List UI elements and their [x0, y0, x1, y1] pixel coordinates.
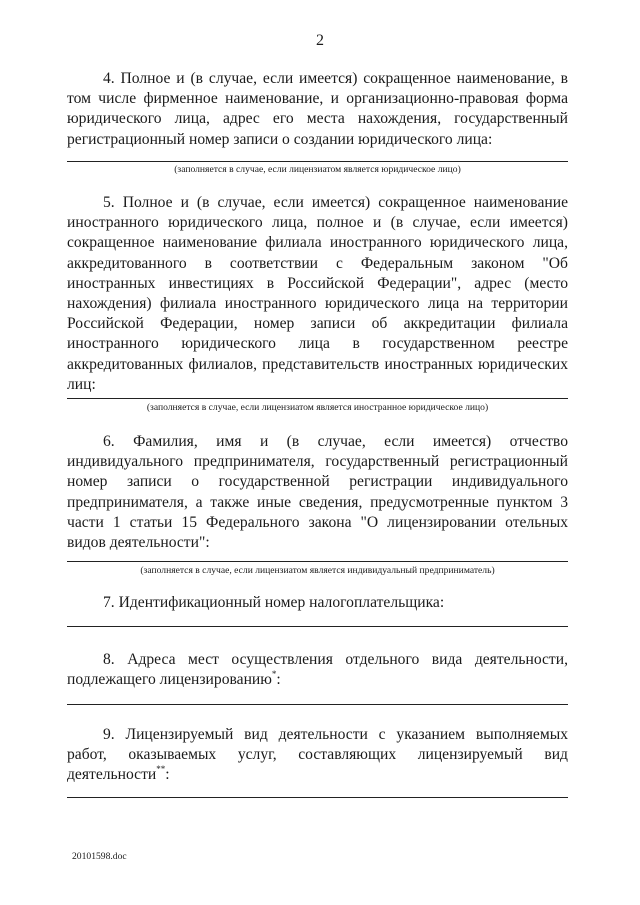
- section-4-hint: (заполняется в случае, если лицензиатом является юридическое лицо): [174, 164, 461, 175]
- section-4-fill-line[interactable]: [67, 161, 568, 162]
- footnote-mark: **: [156, 764, 166, 775]
- section-5-text: 5. Полное и (в случае, если имеется) сокращенное наименование иностранного юридического лица, полное и (в случае, если имеется) сокращенное наименование филиала иностранного юридического лица, аккредитованного в соответствии с Федеральным законом "Об иностранных инвестициях в Российской Федерации", адрес (место нахождения) филиала иностранного юридического лица на территории Российской Федерации, номер записи об аккредитации филиала иностранного юридического лица в государственном реестре аккредитованных филиалов, представительств иностранных юридических лиц:: [67, 194, 568, 393]
- section-6-hint: (заполняется в случае, если лицензиатом является индивидуальный предприниматель): [140, 565, 495, 576]
- document-filename: 20101598.doc: [72, 851, 127, 862]
- section-6-text: 6. Фамилия, имя и (в случае, если имеется) отчество индивидуального предпринимателя, государственный регистрационный номер записи о государственной регистрации индивидуального предпринимателя, а также иные сведения, предусмотренные пунктом 3 части 1 статьи 15 Федерального закона "О лицензировании отельных видов деятельности":: [67, 433, 568, 552]
- footnote-mark: *: [271, 669, 277, 680]
- section-5-fill-line[interactable]: [67, 398, 568, 399]
- section-8-text: 8. Адреса мест осуществления отдельного вида деятельности, подлежащего лицензированию*:: [67, 651, 568, 689]
- section-8-fill-line[interactable]: [67, 704, 568, 705]
- section-9-fill-line[interactable]: [67, 797, 568, 798]
- section-4-text: 4. Полное и (в случае, если имеется) сокращенное наименование, в том числе фирменное наименование, и организационно-правовая форма юридического лица, адрес его места нахождения, государственный регистрационный номер записи о создании юридического лица:: [67, 70, 568, 148]
- section-7-fill-line[interactable]: [67, 626, 568, 627]
- section-6-fill-line[interactable]: [67, 561, 568, 562]
- page-number: 2: [316, 32, 324, 49]
- section-9-text: 9. Лицензируемый вид деятельности с указанием выполняемых работ, оказываемых услуг, составляющих лицензируемый вид деятельности**:: [67, 726, 568, 784]
- section-5-hint: (заполняется в случае, если лицензиатом является иностранное юридическое лицо): [146, 402, 489, 413]
- section-7-text: 7. Идентификационный номер налогоплательщика:: [103, 594, 445, 611]
